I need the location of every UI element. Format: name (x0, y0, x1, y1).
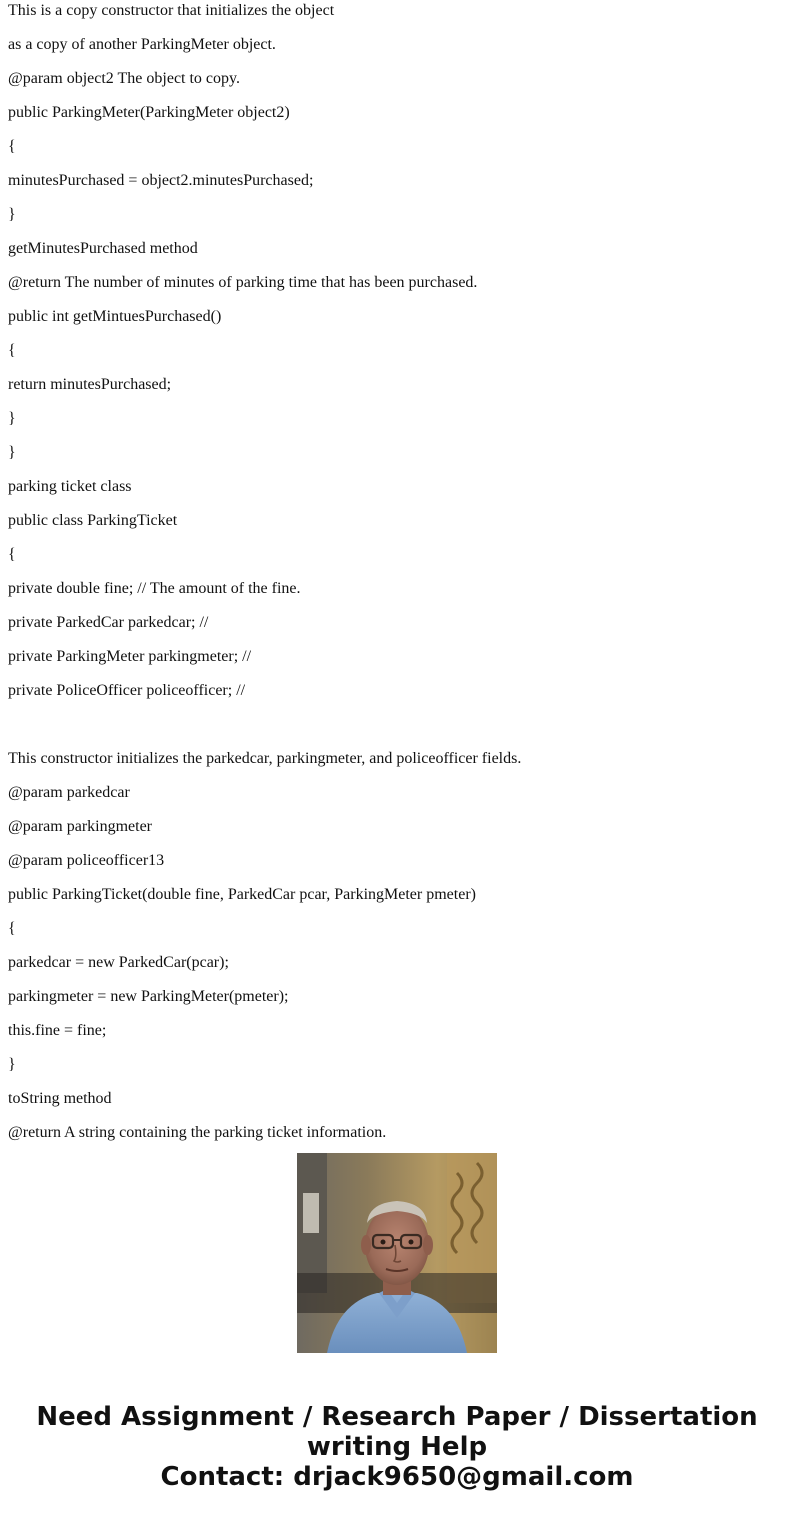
code-line: @param object2 The object to copy. (8, 70, 240, 87)
code-line: parking ticket class (8, 478, 132, 495)
code-line: public ParkingMeter(ParkingMeter object2) (8, 104, 290, 121)
promo-headline: Need Assignment / Research Paper / Dissertation (36, 1402, 758, 1432)
code-line: This constructor initializes the parkedcar, parkingmeter, and policeofficer fields. (8, 750, 522, 767)
code-line: public class ParkingTicket (8, 512, 178, 529)
code-line: parkedcar = new ParkedCar(pcar); (8, 954, 229, 971)
code-line: @param parkingmeter (8, 818, 153, 835)
code-line: getMinutesPurchased method (8, 240, 198, 257)
code-line: @param policeofficer13 (8, 852, 165, 869)
code-line: public int getMintuesPurchased() (8, 308, 222, 325)
promo-subheadline: writing Help (306, 1432, 488, 1462)
code-line: private ParkingMeter parkingmeter; // (8, 648, 252, 665)
code-line: } (8, 410, 16, 427)
promo-contact: Contact: drjack9650@gmail.com (160, 1462, 634, 1492)
code-line: @param parkedcar (8, 784, 130, 801)
code-line: } (8, 1056, 16, 1073)
code-line: parkingmeter = new ParkingMeter(pmeter); (8, 988, 289, 1005)
promo-banner (0, 1402, 794, 1492)
code-line: } (8, 444, 16, 461)
code-line: private ParkedCar parkedcar; // (8, 614, 209, 631)
code-line: This is a copy constructor that initializes the object (8, 2, 335, 19)
code-line: minutesPurchased = object2.minutesPurchased; (8, 172, 314, 189)
code-line: { (8, 546, 16, 563)
code-line: { (8, 138, 16, 155)
document-lines (8, 0, 788, 1150)
code-line: private double fine; // The amount of the fine. (8, 580, 301, 597)
code-line: @return A string containing the parking ticket information. (8, 1124, 387, 1141)
code-line: private PoliceOfficer policeofficer; // (8, 682, 246, 699)
person-portrait-icon (297, 1153, 497, 1353)
code-line: this.fine = fine; (8, 1022, 107, 1039)
code-line: { (8, 920, 16, 937)
code-line: public ParkingTicket(double fine, ParkedCar pcar, ParkingMeter pmeter) (8, 886, 476, 903)
code-line: { (8, 342, 16, 359)
avatar (297, 1153, 497, 1353)
code-line: @return The number of minutes of parking time that has been purchased. (8, 274, 478, 291)
code-line: } (8, 206, 16, 223)
code-line: return minutesPurchased; (8, 376, 172, 393)
code-line: toString method (8, 1090, 112, 1107)
code-line: as a copy of another ParkingMeter object. (8, 36, 276, 53)
code-line (8, 708, 788, 742)
